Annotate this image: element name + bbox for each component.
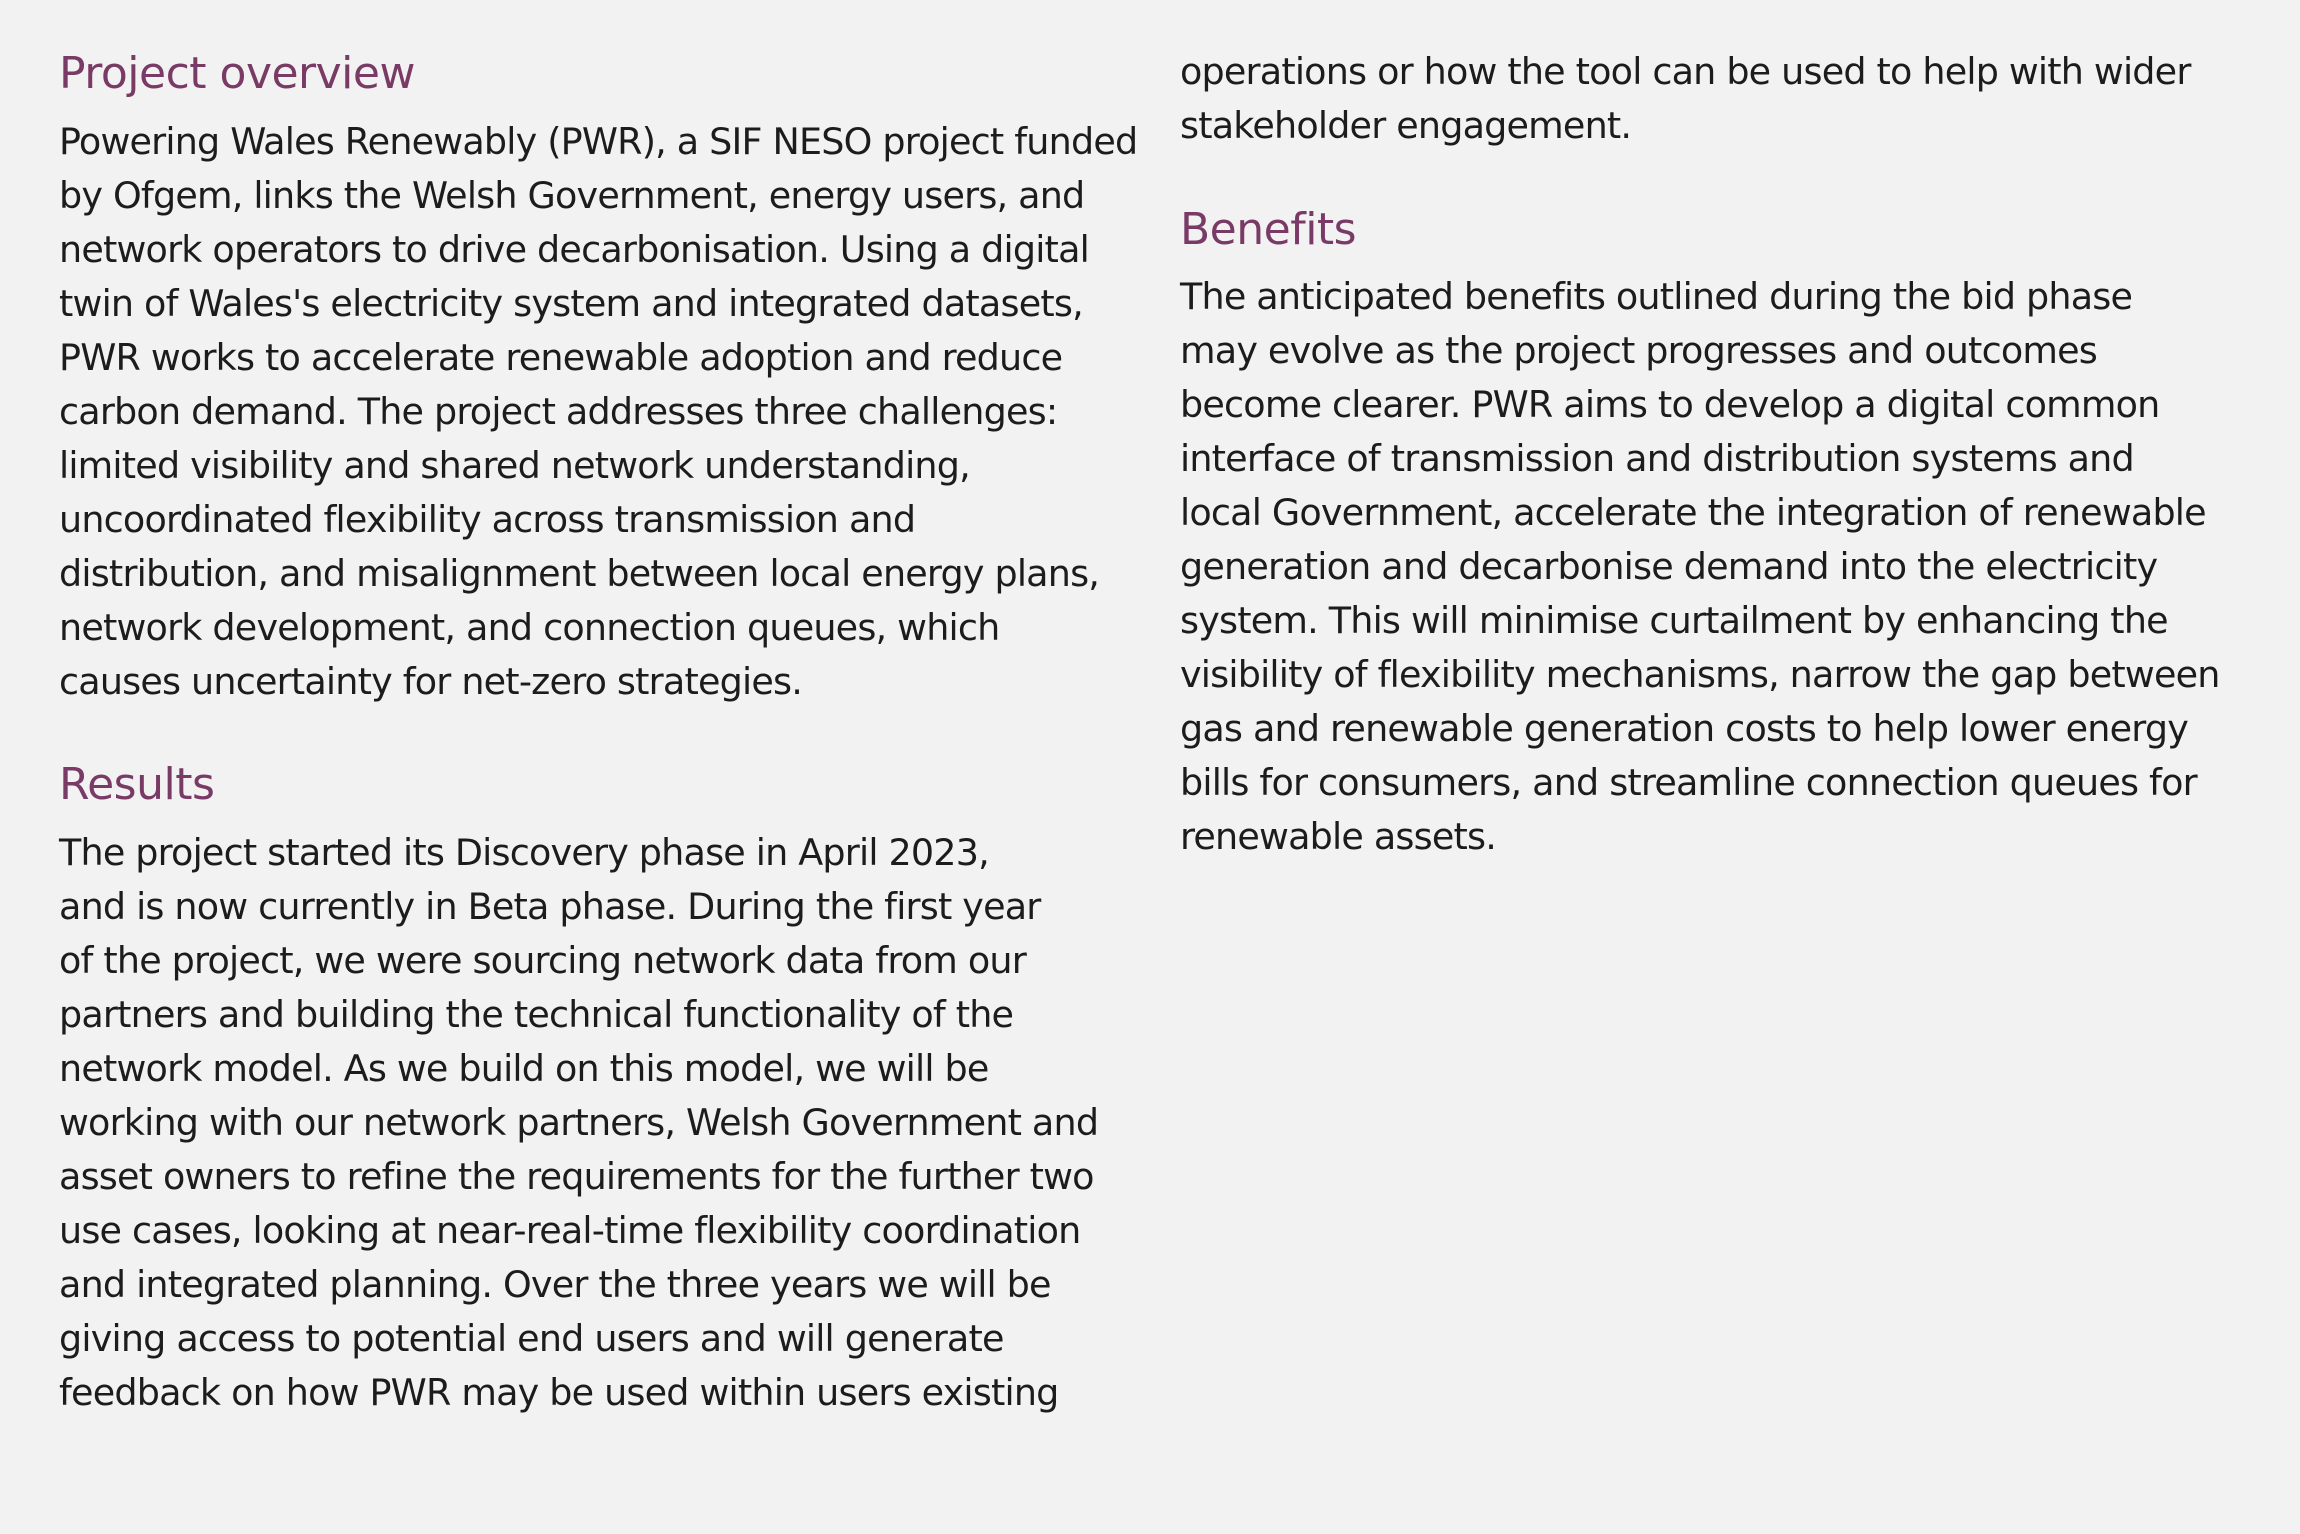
benefits-line: bills for consumers, and streamline connection queues for <box>1180 761 2197 804</box>
results-line: working with our network partners, Welsh Government and <box>59 1101 1099 1144</box>
overview-line: causes uncertainty for net-zero strategies. <box>59 660 802 703</box>
benefits-line: renewable assets. <box>1180 815 1497 858</box>
overview-line: twin of Wales's electricity system and integrated datasets, <box>59 282 1083 325</box>
benefits-line: interface of transmission and distribution systems and <box>1180 437 2134 480</box>
benefits-line: gas and renewable generation costs to help lower energy <box>1180 707 2189 750</box>
benefits-line: visibility of flexibility mechanisms, narrow the gap between <box>1180 653 2220 696</box>
overview-line: limited visibility and shared network understanding, <box>59 444 970 487</box>
results-line: and is now currently in Beta phase. During the first year <box>59 885 1041 928</box>
results-line: and integrated planning. Over the three years we will be <box>59 1263 1051 1306</box>
results-line: of the project, we were sourcing network data from our <box>59 939 1026 982</box>
results-line: operations or how the tool can be used to help with wider <box>1180 50 2191 93</box>
overview-line: Powering Wales Renewably (PWR), a SIF NESO project funded <box>59 120 1138 163</box>
results-line: network model. As we build on this model, we will be <box>59 1047 989 1090</box>
benefits-heading: Benefits <box>1180 204 1357 255</box>
overview-line: uncoordinated flexibility across transmission and <box>59 498 916 541</box>
benefits-line: system. This will minimise curtailment by enhancing the <box>1180 599 2168 642</box>
benefits-line: The anticipated benefits outlined during the bid phase <box>1180 275 2133 318</box>
overview-line: network development, and connection queues, which <box>59 606 1000 649</box>
results-line: feedback on how PWR may be used within users existing <box>59 1371 1059 1414</box>
results-heading: Results <box>59 759 215 810</box>
benefits-line: become clearer. PWR aims to develop a digital common <box>1180 383 2160 426</box>
results-line: giving access to potential end users and will generate <box>59 1317 1004 1360</box>
benefits-line: generation and decarbonise demand into the electricity <box>1180 545 2158 588</box>
benefits-line: may evolve as the project progresses and outcomes <box>1180 329 2098 372</box>
benefits-body <box>1180 270 2220 864</box>
overview-line: by Ofgem, links the Welsh Government, energy users, and <box>59 174 1085 217</box>
overview-line: PWR works to accelerate renewable adoption and reduce <box>59 336 1063 379</box>
results-line: asset owners to refine the requirements for the further two <box>59 1155 1094 1198</box>
project-overview-heading: Project overview <box>59 48 415 99</box>
results-line: partners and building the technical functionality of the <box>59 993 1014 1036</box>
benefits-line: local Government, accelerate the integration of renewable <box>1180 491 2206 534</box>
results-line: The project started its Discovery phase in April 2023, <box>59 831 989 874</box>
results-body <box>59 826 1098 1420</box>
results-body-continued <box>1180 45 2191 153</box>
project-overview-body <box>59 115 1137 709</box>
overview-line: carbon demand. The project addresses three challenges: <box>59 390 1058 433</box>
results-line: use cases, looking at near-real-time flexibility coordination <box>59 1209 1081 1252</box>
overview-line: network operators to drive decarbonisation. Using a digital <box>59 228 1089 271</box>
results-line: stakeholder engagement. <box>1180 104 1632 147</box>
overview-line: distribution, and misalignment between local energy plans, <box>59 552 1100 595</box>
